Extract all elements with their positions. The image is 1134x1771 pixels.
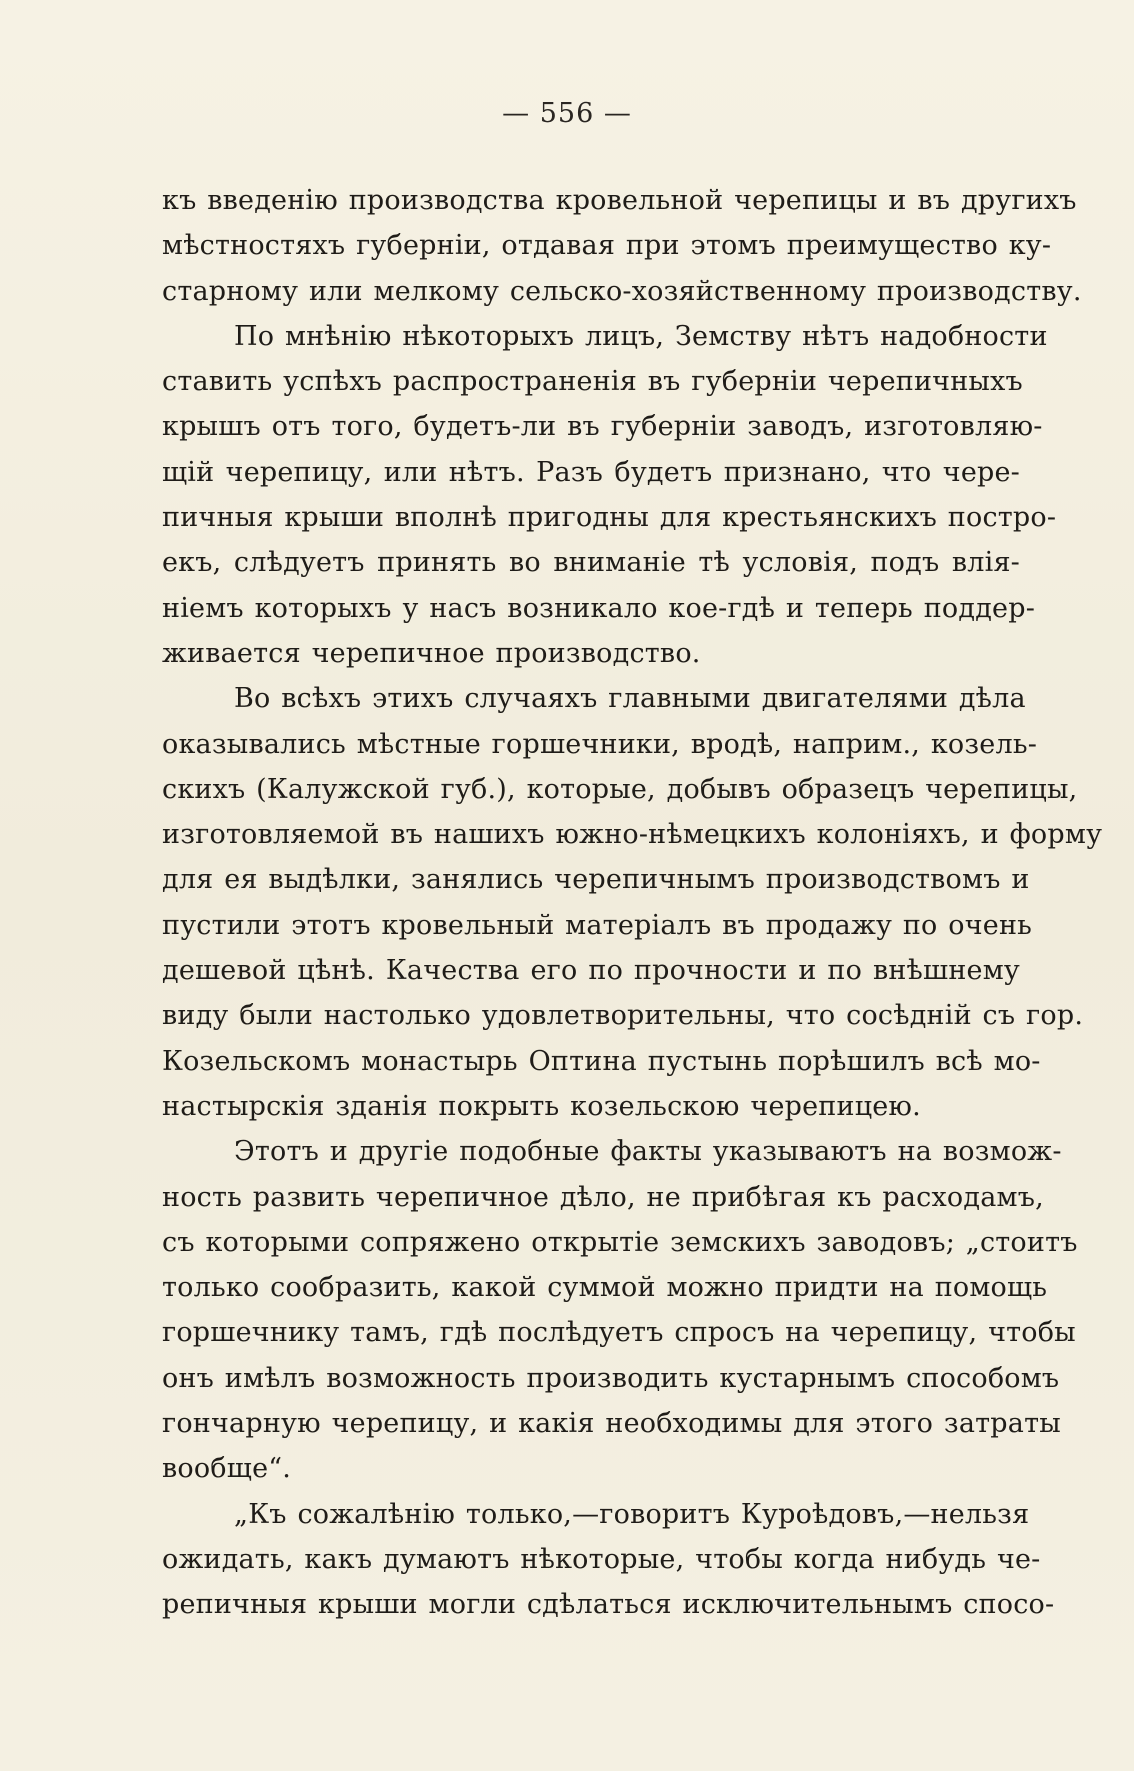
text-line: крышъ отъ того, будетъ-ли въ губерніи заводъ, изготовляю-: [162, 411, 1043, 443]
text-line: По мнѣнію нѣкоторыхъ лицъ, Земству нѣтъ надобности: [234, 320, 1048, 352]
text-line: съ которыми сопряжено открытіе земскихъ заводовъ; „стоитъ: [162, 1226, 1078, 1258]
text-line: горшечнику тамъ, гдѣ послѣдуетъ спросъ на черепицу, чтобы: [162, 1317, 1076, 1349]
text-line: настырскія зданія покрыть козельскою черепицею.: [162, 1090, 921, 1122]
text-line: ожидать, какъ думаютъ нѣкоторые, чтобы когда нибудь че-: [162, 1543, 1041, 1575]
text-line: онъ имѣлъ возможность производить кустарнымъ способомъ: [162, 1362, 1060, 1394]
text-line: Во всѣхъ этихъ случаяхъ главными двигателями дѣла: [234, 683, 1026, 715]
text-line: екъ, слѣдуетъ принять во вниманіе тѣ условія, подъ влія-: [162, 547, 1020, 579]
text-line: ность развить черепичное дѣло, не прибѣгая къ расходамъ,: [162, 1181, 1044, 1213]
text-line: только сообразить, какой суммой можно придти на помощь: [162, 1272, 1048, 1304]
text-line: изготовляемой въ нашихъ южно-нѣмецкихъ колоніяхъ, и форму: [162, 819, 1103, 851]
text-line: оказывались мѣстные горшечники, вродѣ, наприм., козель-: [162, 728, 1038, 760]
text-line: пустили этотъ кровельный матеріалъ въ продажу по очень: [162, 909, 1033, 941]
text-line: живается черепичное производство.: [162, 637, 701, 669]
text-line: дешевой цѣнѣ. Качества его по прочности и по внѣшнему: [162, 955, 1020, 987]
body-text: [162, 178, 1103, 1628]
text-line: вообще“.: [162, 1453, 292, 1485]
text-line: репичныя крыши могли сдѣлаться исключительнымъ спосо-: [162, 1589, 1055, 1621]
text-line: пичныя крыши вполнѣ пригодны для крестьянскихъ постро-: [162, 502, 1057, 534]
text-line: виду были настолько удовлетворительны, что сосѣдній съ гор.: [162, 1000, 1084, 1032]
text-line: мѣстностяхъ губерніи, отдавая при этомъ преимущество ку-: [162, 230, 1052, 262]
page-number: — 556 —: [502, 98, 632, 129]
text-line: ніемъ которыхъ у насъ возникало кое-гдѣ и теперь поддер-: [162, 592, 1036, 624]
text-line: „Къ сожалѣнію только,—говоритъ Куроѣдовъ,—нельзя: [234, 1498, 1030, 1530]
text-line: Этотъ и другіе подобные факты указываютъ на возмож-: [234, 1136, 1062, 1168]
text-line: Козельскомъ монастырь Оптина пустынь порѣшилъ всѣ мо-: [162, 1045, 1041, 1077]
text-line: скихъ (Калужской губ.), которые, добывъ образецъ черепицы,: [162, 773, 1078, 805]
text-line: старному или мелкому сельско-хозяйственному производству.: [162, 275, 1082, 307]
text-line: щій черепицу, или нѣтъ. Разъ будетъ признано, что чере-: [162, 456, 1020, 488]
text-line: къ введенію производства кровельной черепицы и въ другихъ: [162, 185, 1077, 216]
text-line: ставить успѣхъ распространенія въ губерніи черепичныхъ: [162, 366, 1023, 398]
text-line: для ея выдѣлки, занялись черепичнымъ производствомъ и: [162, 864, 1030, 896]
text-line: гончарную черепицу, и какія необходимы для этого затраты: [162, 1408, 1061, 1440]
